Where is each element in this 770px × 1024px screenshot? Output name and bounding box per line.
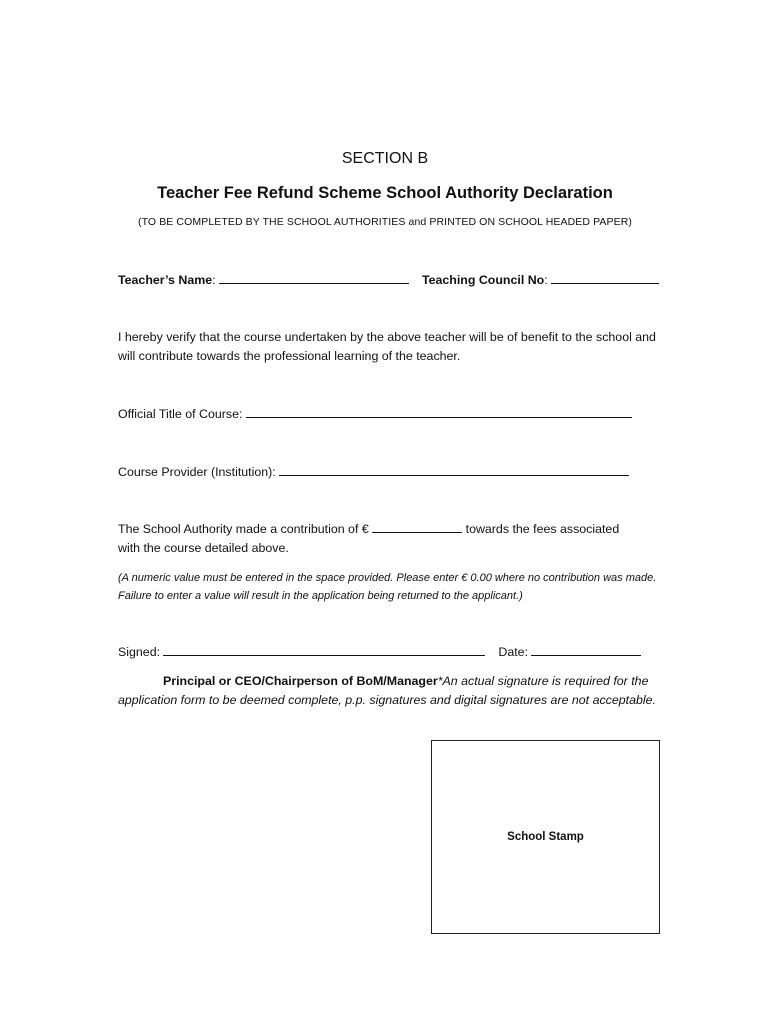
signature-row [118,644,641,659]
teaching-council-field[interactable] [551,272,659,284]
teacher-name-field[interactable] [219,272,409,284]
school-stamp-box [431,740,660,934]
section-heading: SECTION B [341,150,429,167]
signature-field[interactable] [163,644,485,656]
teaching-council-label: Teaching Council No [421,273,545,287]
course-provider-field[interactable] [279,464,629,476]
verification-statement: I hereby verify that the course undertaken by the above teacher will be of benefit to the school and will contribute towards the professional learning of the teacher. [118,330,656,363]
course-title-row [118,406,632,421]
page-subtitle: (TO BE COMPLETED BY THE SCHOOL AUTHORITIES and PRINTED ON SCHOOL HEADED PAPER) [137,216,632,228]
contribution-amount-field[interactable] [372,521,462,533]
signature-requirement: *An actual signature is required for the application form to be deemed complete, p.p. signatures and digital signatures are not acceptable. [118,674,656,707]
signed-label: Signed: [118,645,161,659]
contribution-note: (A numeric value must be entered in the space provided. Please enter € 0.00 where no contribution was made. Failure to enter a value will result in the application being returned to the applicant.) [118,572,657,602]
contribution-prefix: The School Authority made a contribution of € [118,522,369,536]
contribution-suffix: towards the fees associated [465,522,620,536]
course-provider-label: Course Provider (Institution): [118,465,276,479]
date-label: Date: [498,645,529,659]
principal-signature-note [118,672,658,710]
teacher-name-label: Teacher’s Name [118,273,213,287]
course-provider-row [118,464,629,479]
contribution-row [118,521,619,536]
contribution-line-2: with the course detailed above. [118,541,289,555]
date-field[interactable] [531,644,641,656]
principal-role: Principal or CEO/Chairperson of BoM/Manager [163,674,438,688]
teacher-details-row: Teacher’s Name: Teaching Council No: [118,272,659,287]
course-title-field[interactable] [246,406,632,418]
course-title-label: Official Title of Course: [118,407,243,421]
school-stamp-label: School Stamp [507,831,584,843]
page-title: Teacher Fee Refund Scheme School Authority Declaration [157,184,613,202]
